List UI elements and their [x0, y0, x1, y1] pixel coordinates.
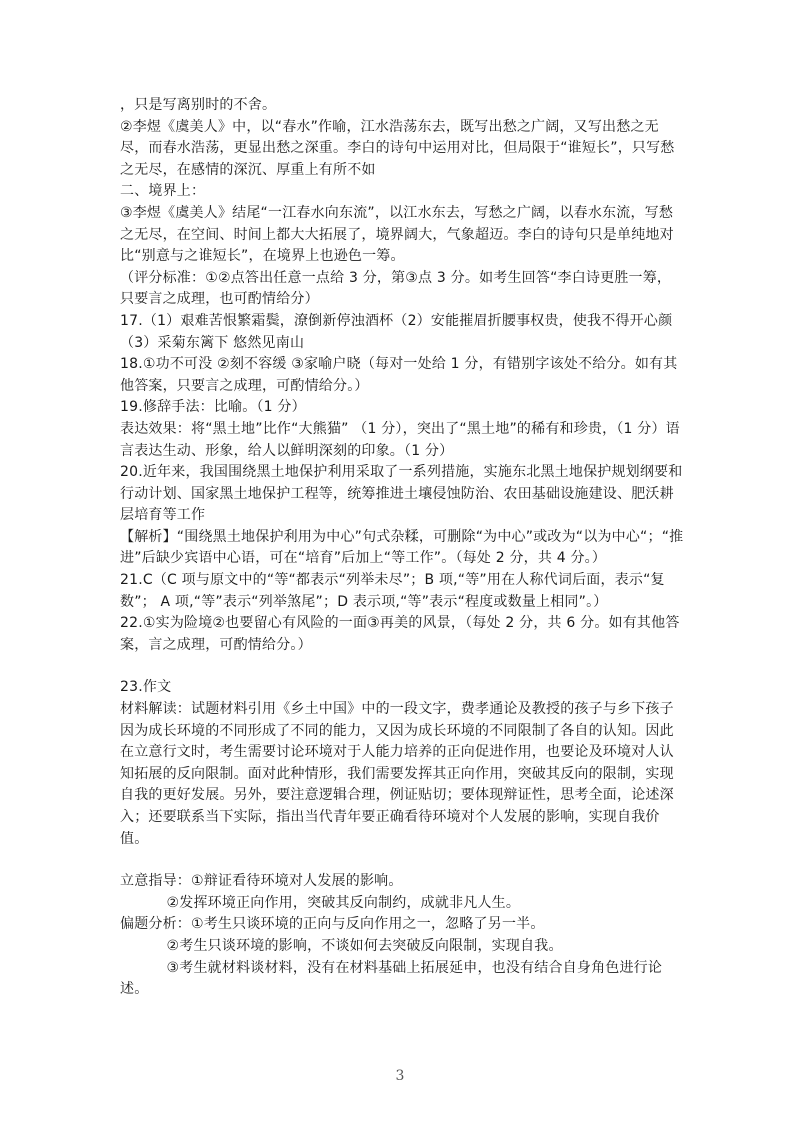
section-heading: 二、境界上： [120, 183, 206, 200]
essay-heading: 23.作文 [120, 679, 172, 696]
text-line: ，只是写离别时的不舍。 [120, 97, 277, 113]
material-interpretation: 材料解读：试题材料引用《乡土中国》中的一段文字，费孝通论及教授的孩子与乡下孩子因为成长环境的不同形成了不同的能力，又因为成长环境的不同限制了各自的认知。因此在立意行文时，考生需要讨论环境对于人能力培养的正向促进作用，也要论及环境对人认知拓展的反向限制。面对此种情形，我们需要发挥其正向作用，突破其反向的限制，实现自我的更好发展。另外，要注意逻辑合理，例证贴切；要体现辩证性，思考全面，论述深入；还要联系当下实际，指出当代青年要正确看待环境对个人发展的影响，实现自我价值。 [120, 701, 674, 847]
spacer [120, 656, 685, 677]
intent-guidance-2: ②发挥环境正向作用，突破其反向制约，成就非凡人生。 [120, 894, 521, 911]
intent-guidance-1: 立意指导：①辩证看待环境对人发展的影响。 [120, 873, 403, 890]
answer-19-effect: 表达效果：将“黑土地”比作“大熊猫” （1 分），突出了“黑土地”的稀有和珍贵，（1 分）语言表达生动、形象，给人以鲜明深刻的印象。（1 分） [120, 420, 680, 459]
off-topic-analysis-1: 偏题分析：①考生只谈环境的正向与反向作用之一，忽略了另一半。 [120, 916, 545, 933]
answer-key-text [120, 95, 685, 1001]
text-line: ②李煜《虞美人》中，以“春水”作喻，江水浩荡东去，既写出愁之广阔，又写出愁之无尽，而春水浩荡，更显出愁之深重。李白的诗句中运用对比，但局限于“谁短长”，只写愁之无尽，在感情的深沉、厚重上有所不如 [120, 118, 675, 178]
answer-17: 17.（1）艰难苦恨繁霜鬓，潦倒新停浊酒杯（2）安能摧眉折腰事权贵，使我不得开心颜（3）采菊东篱下 悠然见南山 [120, 312, 673, 351]
off-topic-analysis-3: ③考生就材料谈材料，没有在材料基础上拓展延申，也没有结合自身角色进行论述。 [120, 959, 663, 998]
text-line: ③李煜《虞美人》结尾“一江春水向东流”，以江水东去，写愁之广阔，以春水东流，写愁之无尽，在空间、时间上都大大拓展了，境界阔大，气象超迈。李白的诗句只是单纯地对比“别意与之谁短长”，在境界上也逊色一筹。 [120, 204, 674, 265]
answer-19: 19.修辞手法：比喻。（1 分） [120, 399, 306, 416]
answer-21: 21.C（C 项与原文中的“等“都表示“列举未尽”；B 项,“等”用在人称代词后面，表示“复数”； A 项,“等”表示“列举煞尾”；D 表示项,“等”表示“程度或数量上相同”。） [120, 572, 665, 610]
answer-20: 20.近年来，我国围绕黑土地保护利用采取了一系列措施，实施东北黑土地保护规划纲要和行动计划、国家黑土地保护工程等，统筹推进土壤侵蚀防治、农田基础设施建设、肥沃耕层培育等工作 [120, 464, 683, 524]
answer-22: 22.①实为险境②也要留心有风险的一面③再美的风景，（每处 2 分，共 6 分。如有其他答案，言之成理，可酌情给分。） [120, 615, 680, 653]
answer-18: 18.①功不可没 ②刻不容缓 ③家喻户晓（每对一处给 1 分，有错别字该处不给分。如有其他答案，只要言之成理，可酌情给分。） [120, 356, 678, 394]
answer-20-analysis: 【解析】“围绕黑土地保护利用为中心”句式杂糅，可删除“为中心”或改为“以为中心“；“推进”后缺少宾语中心语，可在“培育”后加上“等工作”。（每处 2 分，共 4 分。） [120, 528, 684, 567]
spacer [120, 850, 685, 871]
off-topic-analysis-2: ②考生只谈环境的影响，不谈如何去突破反向限制，实现自我。 [120, 937, 563, 954]
page-number: 3 [395, 1068, 405, 1084]
scoring-standard: （评分标准：①②点答出任意一点给 3 分，第③点 3 分。如考生回答“李白诗更胜一筹，只要言之成理，也可酌情给分） [120, 269, 672, 308]
